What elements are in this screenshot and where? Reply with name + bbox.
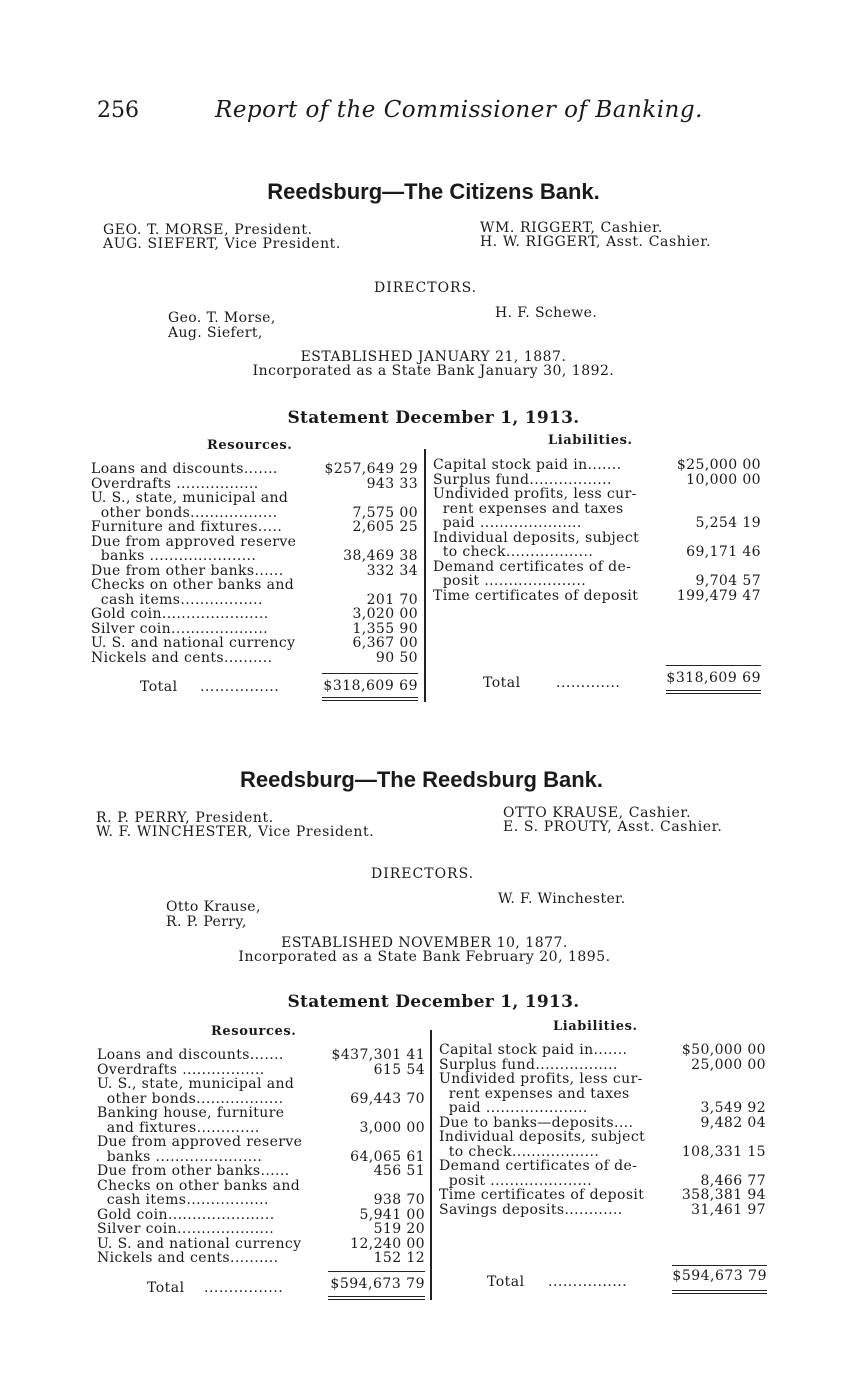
sum-rule	[328, 1271, 425, 1272]
ledger-item-label: Banking house, furniture	[97, 1105, 285, 1121]
officer-president: R. P. PERRY, President.	[96, 810, 274, 826]
ledger-item-label: Surplus fund.................	[439, 1056, 618, 1073]
total-label-liabilities: Total	[483, 675, 521, 691]
ledger-item-label: Overdrafts .................	[97, 1061, 265, 1078]
ledger-item-amount: 943 33	[366, 475, 418, 492]
total-liabilities: $318,609 69	[666, 670, 761, 686]
ledger-row	[97, 1237, 425, 1252]
ledger-item-label: Nickels and cents..........	[91, 649, 273, 666]
officers-left	[96, 811, 374, 839]
ledger-item-amount: 64,065 61	[350, 1148, 425, 1165]
ledger-row	[439, 1174, 766, 1189]
ledger-item-amount: 9,482 04	[700, 1114, 766, 1131]
ledger-item-label: and fixtures.............	[97, 1119, 260, 1136]
ledger-item-label: posit .....................	[439, 1172, 593, 1189]
total-leader-dots: ................	[548, 1274, 628, 1290]
ledger-item-amount: 2,605 25	[352, 519, 418, 535]
sum-rule	[322, 673, 418, 674]
ledger-item-label: Time certificates of deposit	[439, 1187, 645, 1203]
ledger-row	[439, 1130, 766, 1145]
established-line: ESTABLISHED JANUARY 21, 1887.	[300, 349, 567, 365]
ledger-item-label: Nickels and cents..........	[97, 1250, 279, 1266]
column-divider	[424, 449, 426, 702]
ledger-row	[439, 1159, 766, 1174]
ledger-row	[91, 593, 418, 608]
ledger-item-amount: $437,301 41	[331, 1047, 425, 1063]
running-title: Report of the Commissioner of Banking.	[215, 97, 703, 123]
ledger-row	[439, 1203, 766, 1218]
ledger-item-amount: 332 34	[366, 562, 418, 579]
ledger-row	[97, 1077, 425, 1092]
ledger-item-amount: 1,355 90	[352, 620, 418, 637]
ledger-item-amount: 519 20	[373, 1221, 425, 1237]
ledger-item-amount: 69,443 70	[350, 1090, 425, 1107]
liabilities-list	[439, 1043, 766, 1217]
officers-right	[480, 221, 711, 249]
ledger-item-label: Due from approved reserve	[97, 1134, 303, 1150]
ledger-row	[91, 462, 418, 477]
ledger-row	[91, 564, 418, 579]
ledger-item-label: Silver coin....................	[91, 620, 269, 637]
double-rule	[328, 1299, 425, 1300]
ledger-item-label: Silver coin....................	[97, 1221, 275, 1237]
ledger-item-label: Surplus fund.................	[433, 471, 612, 488]
ledger-row	[91, 506, 418, 521]
ledger-row	[439, 1043, 766, 1058]
ledger-item-amount: 69,171 46	[686, 544, 761, 560]
ledger-row	[439, 1116, 766, 1131]
double-rule	[666, 690, 761, 691]
officer-vice-president: AUG. SIEFERT, Vice President.	[103, 236, 341, 252]
ledger-row	[433, 589, 761, 604]
ledger-row	[97, 1121, 425, 1136]
ledger-item-amount: 9,704 57	[695, 573, 761, 589]
bank-title: Reedsburg—The Citizens Bank.	[267, 179, 600, 204]
directors-heading: DIRECTORS.	[371, 866, 475, 882]
ledger-item-label: Capital stock paid in.......	[439, 1042, 628, 1058]
officer-asst-cashier: E. S. PROUTY, Asst. Cashier.	[503, 819, 723, 835]
ledger-row	[97, 1063, 425, 1078]
liabilities-heading: Liabilities.	[553, 1019, 638, 1034]
ledger-item-label: Time certificates of deposit	[433, 587, 639, 604]
ledger-row	[439, 1072, 766, 1087]
ledger-row	[91, 491, 418, 506]
ledger-row	[91, 477, 418, 492]
ledger-row	[91, 607, 418, 622]
directors-right	[495, 306, 597, 321]
ledger-item-label: paid .....................	[439, 1100, 588, 1116]
ledger-item-label: posit .....................	[433, 573, 587, 589]
ledger-row	[439, 1058, 766, 1073]
officer-vice-president: W. F. WINCHESTER, Vice President.	[96, 824, 375, 840]
ledger-item-label: Gold coin......................	[97, 1206, 275, 1223]
ledger-item-label: Gold coin......................	[91, 606, 269, 622]
ledger-item-label: cash items.................	[97, 1192, 269, 1208]
liabilities-heading: Liabilities.	[548, 433, 633, 448]
officer-cashier: WM. RIGGERT, Cashier.	[480, 220, 663, 236]
ledger-item-label: Undivided profits, less cur-	[433, 486, 637, 502]
ledger-item-label: Individual deposits, subject	[433, 529, 640, 546]
ledger-item-amount: 31,461 97	[691, 1201, 766, 1218]
ledger-row	[439, 1188, 766, 1203]
ledger-row	[97, 1048, 425, 1063]
ledger-row	[433, 531, 761, 546]
ledger-item-amount: 12,240 00	[350, 1235, 425, 1252]
ledger-item-amount: 615 54	[373, 1061, 425, 1078]
ledger-item-label: rent expenses and taxes	[439, 1085, 630, 1102]
ledger-item-label: U. S. and national currency	[91, 635, 296, 651]
total-label-liabilities: Total	[487, 1274, 525, 1290]
director-name: Geo. T. Morse,	[168, 310, 276, 326]
ledger-item-amount: 90 50	[375, 649, 418, 666]
page-number: 256	[97, 98, 139, 123]
ledger-item-amount: 7,575 00	[352, 504, 418, 521]
total-label-resources: Total	[147, 1280, 185, 1296]
ledger-row	[97, 1251, 425, 1266]
ledger-item-amount: $25,000 00	[676, 457, 761, 473]
ledger-item-amount: 456 51	[373, 1163, 425, 1179]
director-name: W. F. Winchester.	[498, 891, 626, 907]
double-rule	[672, 1293, 767, 1294]
resources-list	[91, 462, 418, 665]
resources-heading: Resources.	[207, 438, 293, 453]
total-leader-dots: .............	[556, 675, 621, 691]
ledger-item-label: other bonds..................	[97, 1090, 284, 1107]
officers-right	[503, 806, 722, 834]
established-line: ESTABLISHED NOVEMBER 10, 1877.	[281, 935, 568, 951]
ledger-item-amount: 108,331 15	[681, 1143, 766, 1160]
ledger-row	[91, 535, 418, 550]
directors-left	[168, 311, 276, 341]
ledger-item-amount: 5,254 19	[695, 515, 761, 531]
ledger-item-amount: 3,549 92	[700, 1100, 766, 1116]
ledger-item-amount: 3,020 00	[352, 606, 418, 622]
director-name: R. P. Perry,	[166, 914, 247, 930]
statement-heading: Statement December 1, 1913.	[287, 408, 580, 428]
ledger-row	[91, 520, 418, 535]
ledger-item-label: other bonds..................	[91, 504, 278, 521]
statement-heading: Statement December 1, 1913.	[287, 992, 580, 1012]
ledger-item-label: Due from other banks......	[97, 1163, 290, 1179]
ledger-row	[433, 487, 761, 502]
ledger-item-label: Checks on other banks and	[91, 577, 295, 593]
ledger-row	[433, 560, 761, 575]
double-rule	[672, 1290, 767, 1291]
ledger-item-amount: 38,469 38	[343, 548, 418, 564]
ledger-item-label: Due from approved reserve	[91, 533, 297, 550]
ledger-item-amount: 358,381 94	[681, 1187, 766, 1203]
ledger-item-label: banks ......................	[97, 1148, 263, 1165]
directors-left	[166, 900, 261, 930]
column-divider	[430, 1030, 432, 1300]
ledger-item-amount: $257,649 29	[324, 461, 418, 477]
ledger-item-label: rent expenses and taxes	[433, 500, 624, 517]
ledger-row	[439, 1145, 766, 1160]
ledger-item-label: Individual deposits, subject	[439, 1129, 646, 1145]
officers-left	[103, 223, 341, 251]
total-resources: $594,673 79	[330, 1276, 425, 1292]
ledger-row	[433, 574, 761, 589]
liabilities-list	[433, 458, 761, 603]
double-rule	[328, 1296, 425, 1297]
total-leader-dots: ................	[204, 1280, 284, 1296]
ledger-row	[439, 1087, 766, 1102]
ledger-item-label: to check..................	[433, 544, 594, 560]
directors-heading: DIRECTORS.	[374, 280, 478, 296]
ledger-item-label: Checks on other banks and	[97, 1177, 301, 1194]
ledger-row	[97, 1179, 425, 1194]
director-name: H. F. Schewe.	[495, 305, 598, 321]
ledger-item-label: Demand certificates of de-	[439, 1158, 638, 1174]
ledger-row	[433, 545, 761, 560]
ledger-row	[91, 549, 418, 564]
ledger-row	[433, 502, 761, 517]
double-rule	[322, 700, 418, 701]
ledger-row	[97, 1222, 425, 1237]
total-leader-dots: ................	[200, 679, 280, 695]
ledger-item-label: paid .....................	[433, 515, 582, 531]
sum-rule	[666, 665, 761, 666]
double-rule	[322, 697, 418, 698]
ledger-item-label: U. S., state, municipal and	[91, 490, 289, 506]
ledger-item-amount: 938 70	[373, 1192, 425, 1208]
ledger-row	[433, 473, 761, 488]
ledger-item-label: Overdrafts .................	[91, 475, 259, 492]
ledger-item-amount: $50,000 00	[681, 1042, 766, 1058]
ledger-item-label: Capital stock paid in.......	[433, 457, 622, 473]
director-name: Otto Krause,	[166, 899, 261, 915]
ledger-item-label: Loans and discounts.......	[91, 461, 278, 477]
ledger-row	[97, 1106, 425, 1121]
ledger-row	[439, 1101, 766, 1116]
ledger-item-label: Demand certificates of de-	[433, 558, 632, 575]
officer-cashier: OTTO KRAUSE, Cashier.	[503, 805, 692, 821]
total-liabilities: $594,673 79	[672, 1268, 767, 1284]
ledger-row	[91, 622, 418, 637]
officer-asst-cashier: H. W. RIGGERT, Asst. Cashier.	[480, 234, 712, 250]
ledger-item-amount: 25,000 00	[691, 1056, 766, 1073]
ledger-item-label: Due from other banks......	[91, 562, 284, 579]
ledger-row	[97, 1208, 425, 1223]
bank-title: Reedsburg—The Reedsburg Bank.	[239, 767, 604, 792]
incorporated-line: Incorporated as a State Bank February 20, 1895.	[238, 949, 611, 965]
total-resources: $318,609 69	[323, 678, 418, 694]
ledger-item-label: Undivided profits, less cur-	[439, 1071, 643, 1087]
ledger-item-amount: 152 12	[373, 1250, 425, 1266]
ledger-row	[91, 651, 418, 666]
ledger-item-label: Furniture and fixtures.....	[91, 519, 283, 535]
ledger-item-label: cash items.................	[91, 591, 263, 608]
ledger-row	[97, 1150, 425, 1165]
ledger-item-amount: 3,000 00	[359, 1119, 425, 1136]
ledger-row	[97, 1193, 425, 1208]
officer-president: GEO. T. MORSE, President.	[103, 222, 313, 238]
ledger-item-amount: 5,941 00	[359, 1206, 425, 1223]
total-label-resources: Total	[140, 679, 178, 695]
ledger-row	[433, 516, 761, 531]
ledger-item-label: Savings deposits............	[439, 1201, 623, 1218]
resources-heading: Resources.	[211, 1024, 297, 1039]
ledger-item-label: banks ......................	[91, 548, 257, 564]
double-rule	[666, 693, 761, 694]
ledger-item-label: Loans and discounts.......	[97, 1047, 284, 1063]
ledger-row	[433, 458, 761, 473]
ledger-item-amount: 10,000 00	[686, 471, 761, 488]
resources-list	[97, 1048, 425, 1266]
directors-right	[498, 892, 626, 907]
sum-rule	[672, 1265, 767, 1266]
ledger-row	[91, 578, 418, 593]
ledger-row	[97, 1092, 425, 1107]
ledger-row	[91, 636, 418, 651]
ledger-row	[97, 1135, 425, 1150]
incorporated-line: Incorporated as a State Bank January 30, 1892.	[252, 363, 615, 379]
ledger-item-amount: 201 70	[366, 591, 418, 608]
director-name: Aug. Siefert,	[168, 325, 263, 341]
ledger-item-amount: 6,367 00	[352, 635, 418, 651]
ledger-item-label: Due to banks—deposits....	[439, 1114, 634, 1131]
ledger-row	[97, 1164, 425, 1179]
ledger-item-amount: 199,479 47	[676, 587, 761, 604]
ledger-item-label: U. S., state, municipal and	[97, 1076, 295, 1092]
ledger-item-amount: 8,466 77	[700, 1172, 766, 1189]
ledger-item-label: to check..................	[439, 1143, 600, 1160]
ledger-item-label: U. S. and national currency	[97, 1235, 302, 1252]
